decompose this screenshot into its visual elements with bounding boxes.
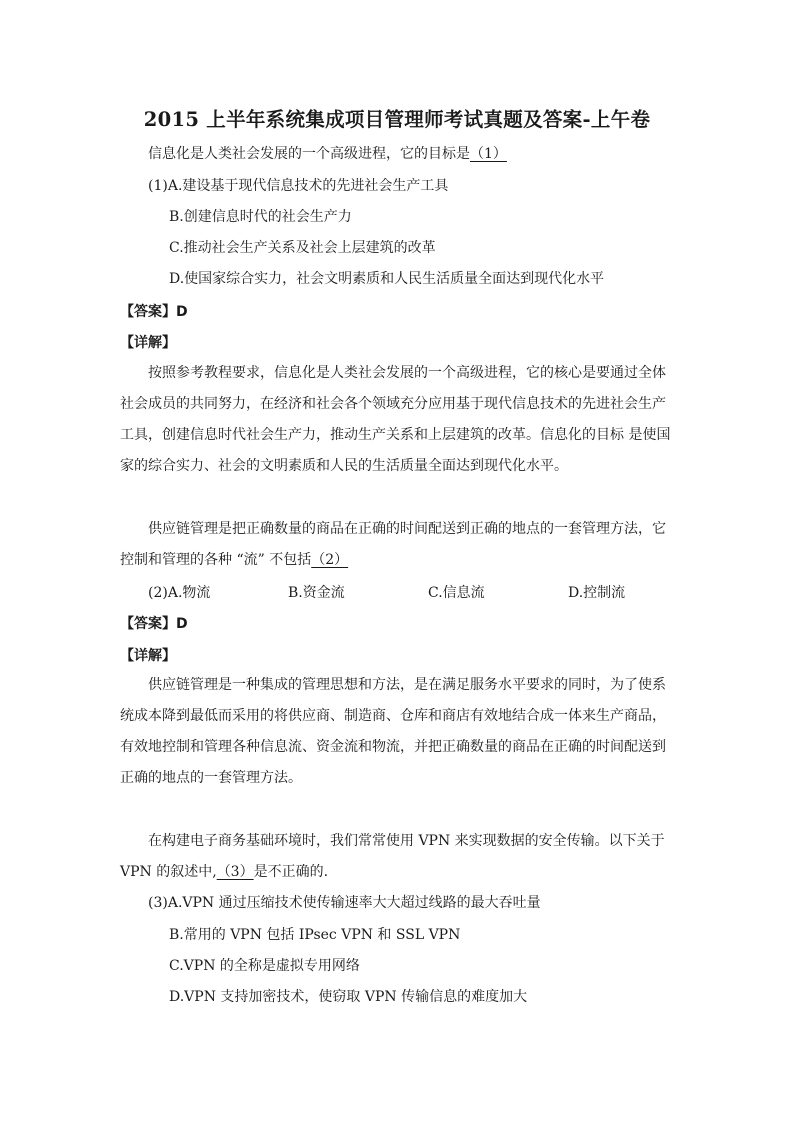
question-3-text-a: VPN 的叙述中, [120,864,217,880]
question-2-detail-line: 有效地控制和管理各种信息流、资金流和物流，并把正确数量的商品在正确的时间配送到 [120,739,666,755]
page-title: 2015 上半年系统集成项目管理师考试真题及答案-上午卷 [143,108,651,131]
question-3-text-b: 是不正确的. [253,864,329,880]
question-2-answer: 【答案】D [120,616,188,632]
question-1-option-b: B.创建信息时代的社会生产力 [169,209,352,225]
question-1-blank: （1） [470,146,507,162]
question-2-option-c: C.信息流 [428,585,485,601]
question-3-option-c: C.VPN 的全称是虚拟专用网络 [169,958,360,974]
question-1-option-c: C.推动社会生产关系及社会上层建筑的改革 [169,240,436,256]
question-2-detail-line: 统成本降到最低而采用的将供应商、制造商、仓库和商店有效地结合成一体来生产商品， [120,708,666,724]
question-1-detail-line: 工具，创建信息时代社会生产力，推动生产关系和上层建筑的改革。信息化的目标 是使国 [120,427,671,443]
question-1-option-a: (1)A.建设基于现代信息技术的先进社会生产工具 [148,178,449,194]
question-1-text: 信息化是人类社会发展的一个高级进程，它的目标是 [148,146,470,162]
question-1-detail-line: 家的综合实力、社会的文明素质和人民的生活质量全面达到现代化水平。 [120,458,568,474]
question-1-option-d: D.使国家综合实力，社会文明素质和人民生活质量全面达到现代化水平 [169,271,605,287]
question-1-detail-line: 按照参考教程要求，信息化是人类社会发展的一个高级进程，它的核心是要通过全体 [148,365,666,381]
question-2-detail-line: 供应链管理是一种集成的管理思想和方法，是在满足服务水平要求的同时，为了使系 [148,677,666,693]
question-1-stem [148,145,507,163]
question-1-detail-line: 社会成员的共同努力，在经济和社会各个领域充分应用基于现代信息技术的先进社会生产 [120,396,666,412]
question-1-answer: 【答案】D [120,304,188,320]
question-2-stem-line-1: 供应链管理是把正确数量的商品在正确的时间配送到正确的地点的一套管理方法，它 [148,521,666,537]
question-3-stem-line-2 [120,863,328,881]
question-3-option-b: B.常用的 VPN 包括 IPsec VPN 和 SSL VPN [169,927,461,943]
question-3-option-d: D.VPN 支持加密技术，使窃取 VPN 传输信息的难度加大 [169,989,528,1005]
question-2-option-b: B.资金流 [288,585,345,601]
question-3-option-a: (3)A.VPN 通过压缩技术使传输速率大大超过线路的最大吞吐量 [148,895,541,911]
question-2-stem-line-2 [120,551,348,569]
question-3-blank: （3） [216,864,254,880]
question-2-blank: （2） [311,552,349,568]
question-2-detail-label: 【详解】 [120,648,176,664]
question-2-option-a: (2)A.物流 [148,585,211,601]
question-3-stem-line-1: 在构建电子商务基础环境时，我们常常使用 VPN 来实现数据的安全传输。以下关于 [148,833,665,849]
question-1-detail-label: 【详解】 [120,335,176,351]
question-2-text: 控制和管理的各种 “流” 不包括 [120,552,312,568]
question-2-detail-line: 正确的地点的一套管理方法。 [120,770,302,786]
question-2-option-d: D.控制流 [568,585,626,601]
